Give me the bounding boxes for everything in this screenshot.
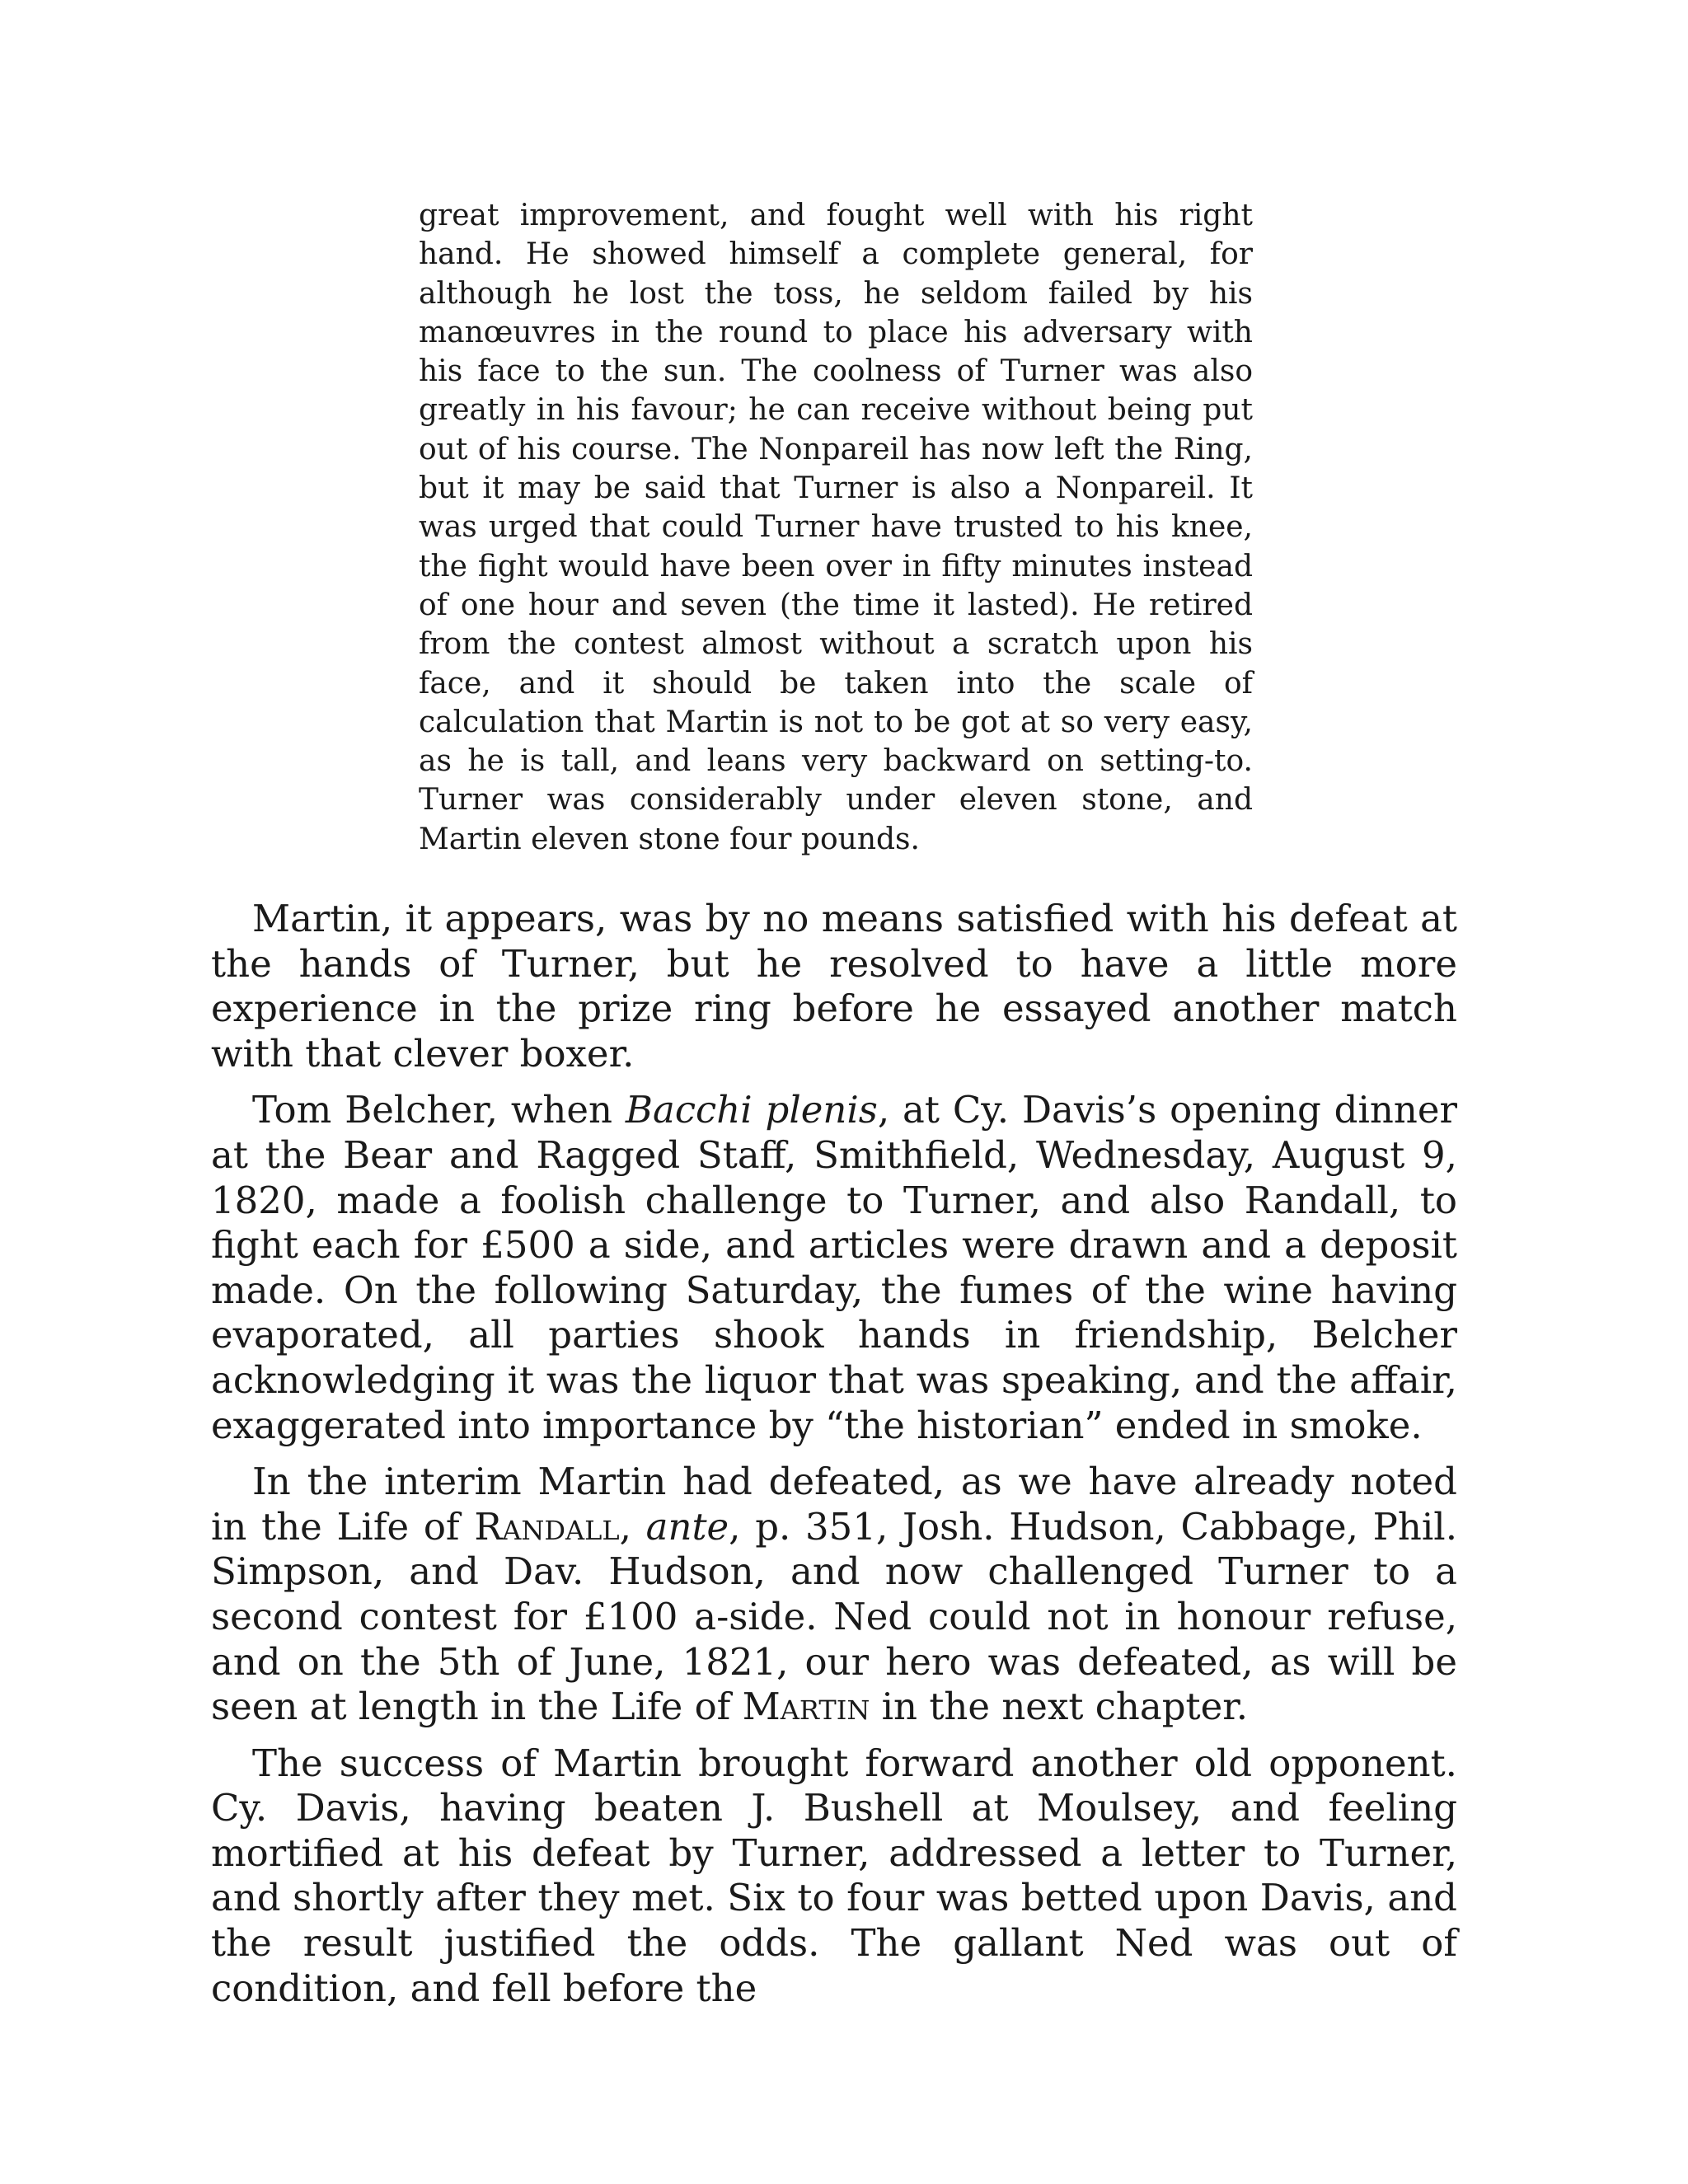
paragraph-3 [211, 1460, 1457, 1730]
name-martin: Martin [742, 1685, 870, 1729]
paragraph-2-part-b: , at Cy. Davis’s opening dinner at the Bear and Ragged Staff, Smithfield, Wednesday, August 9, 1820, made a foolish challenge to Turner, and also Randall, to fight each for £500 a side, and articles were drawn and a deposit made. On the following Saturday, the fumes of the wine having evaporated, all parties shook hands in friendship, Belcher acknowledging it was the liquor that was speaking, and the affair, exaggerated into importance by “the historian” ended in smoke. [211, 1088, 1457, 1447]
paragraph-3-part-b: , [619, 1504, 646, 1549]
paragraph-3-part-c: , p. 351, Josh. Hudson, Cabbage, Phil. Simpson, and Dav. Hudson, and now challenged Turner to a second contest for £100 a-side. Ned could not in honour refuse, and on the 5th of June, 1821, our hero was defeated, as will be seen at length in the Life of [211, 1504, 1457, 1729]
paragraph-3-part-d: in the next chapter. [870, 1685, 1249, 1729]
paragraph-2 [211, 1088, 1457, 1448]
paragraph-2-part-a: Tom Belcher, when [252, 1088, 626, 1132]
paragraph-1: Martin, it appears, was by no means satisfied with his defeat at the hands of Turner, but he resolved to have a little more experience in the prize ring before he essayed another match with that clever boxer. [211, 897, 1457, 1076]
name-randall: Randall [474, 1504, 620, 1549]
body-text [211, 897, 1457, 2022]
latin-phrase: Bacchi plenis [625, 1088, 878, 1132]
paragraph-4: The success of Martin brought forward another old opponent. Cy. Davis, having beaten J. Bushell at Moulsey, and feeling mortified at his defeat by Turner, addressed a letter to Turner, and shortly after they met. Six to four was betted upon Davis, and the result justified the odds. The gallant Ned was out of condition, and fell before the [211, 1741, 1457, 2010]
block-quote: great improvement, and fought well with his right hand. He showed himself a complete general, for although he lost the toss, he seldom failed by his manœuvres in the round to place his adversary with his face to the sun. The coolness of Turner was also greatly in his favour; he can receive without being put out of his course. The Nonpareil has now left the Ring, but it may be said that Turner is also a Nonpareil. It was urged that could Turner have trusted to his knee, the fight would have been over in fifty minutes instead of one hour and seven (the time it lasted). He retired from the contest almost without a scratch upon his face, and it should be taken into the scale of calculation that Martin is not to be got at so very easy, as he is tall, and leans very backward on setting-to. Turner was considerably under eleven stone, and Martin eleven stone four pounds. [419, 199, 1253, 856]
ante-word: ante [645, 1504, 729, 1549]
paragraph-3-part-a: In the interim Martin had defeated, as we have already noted in the Life of [211, 1460, 1457, 1549]
